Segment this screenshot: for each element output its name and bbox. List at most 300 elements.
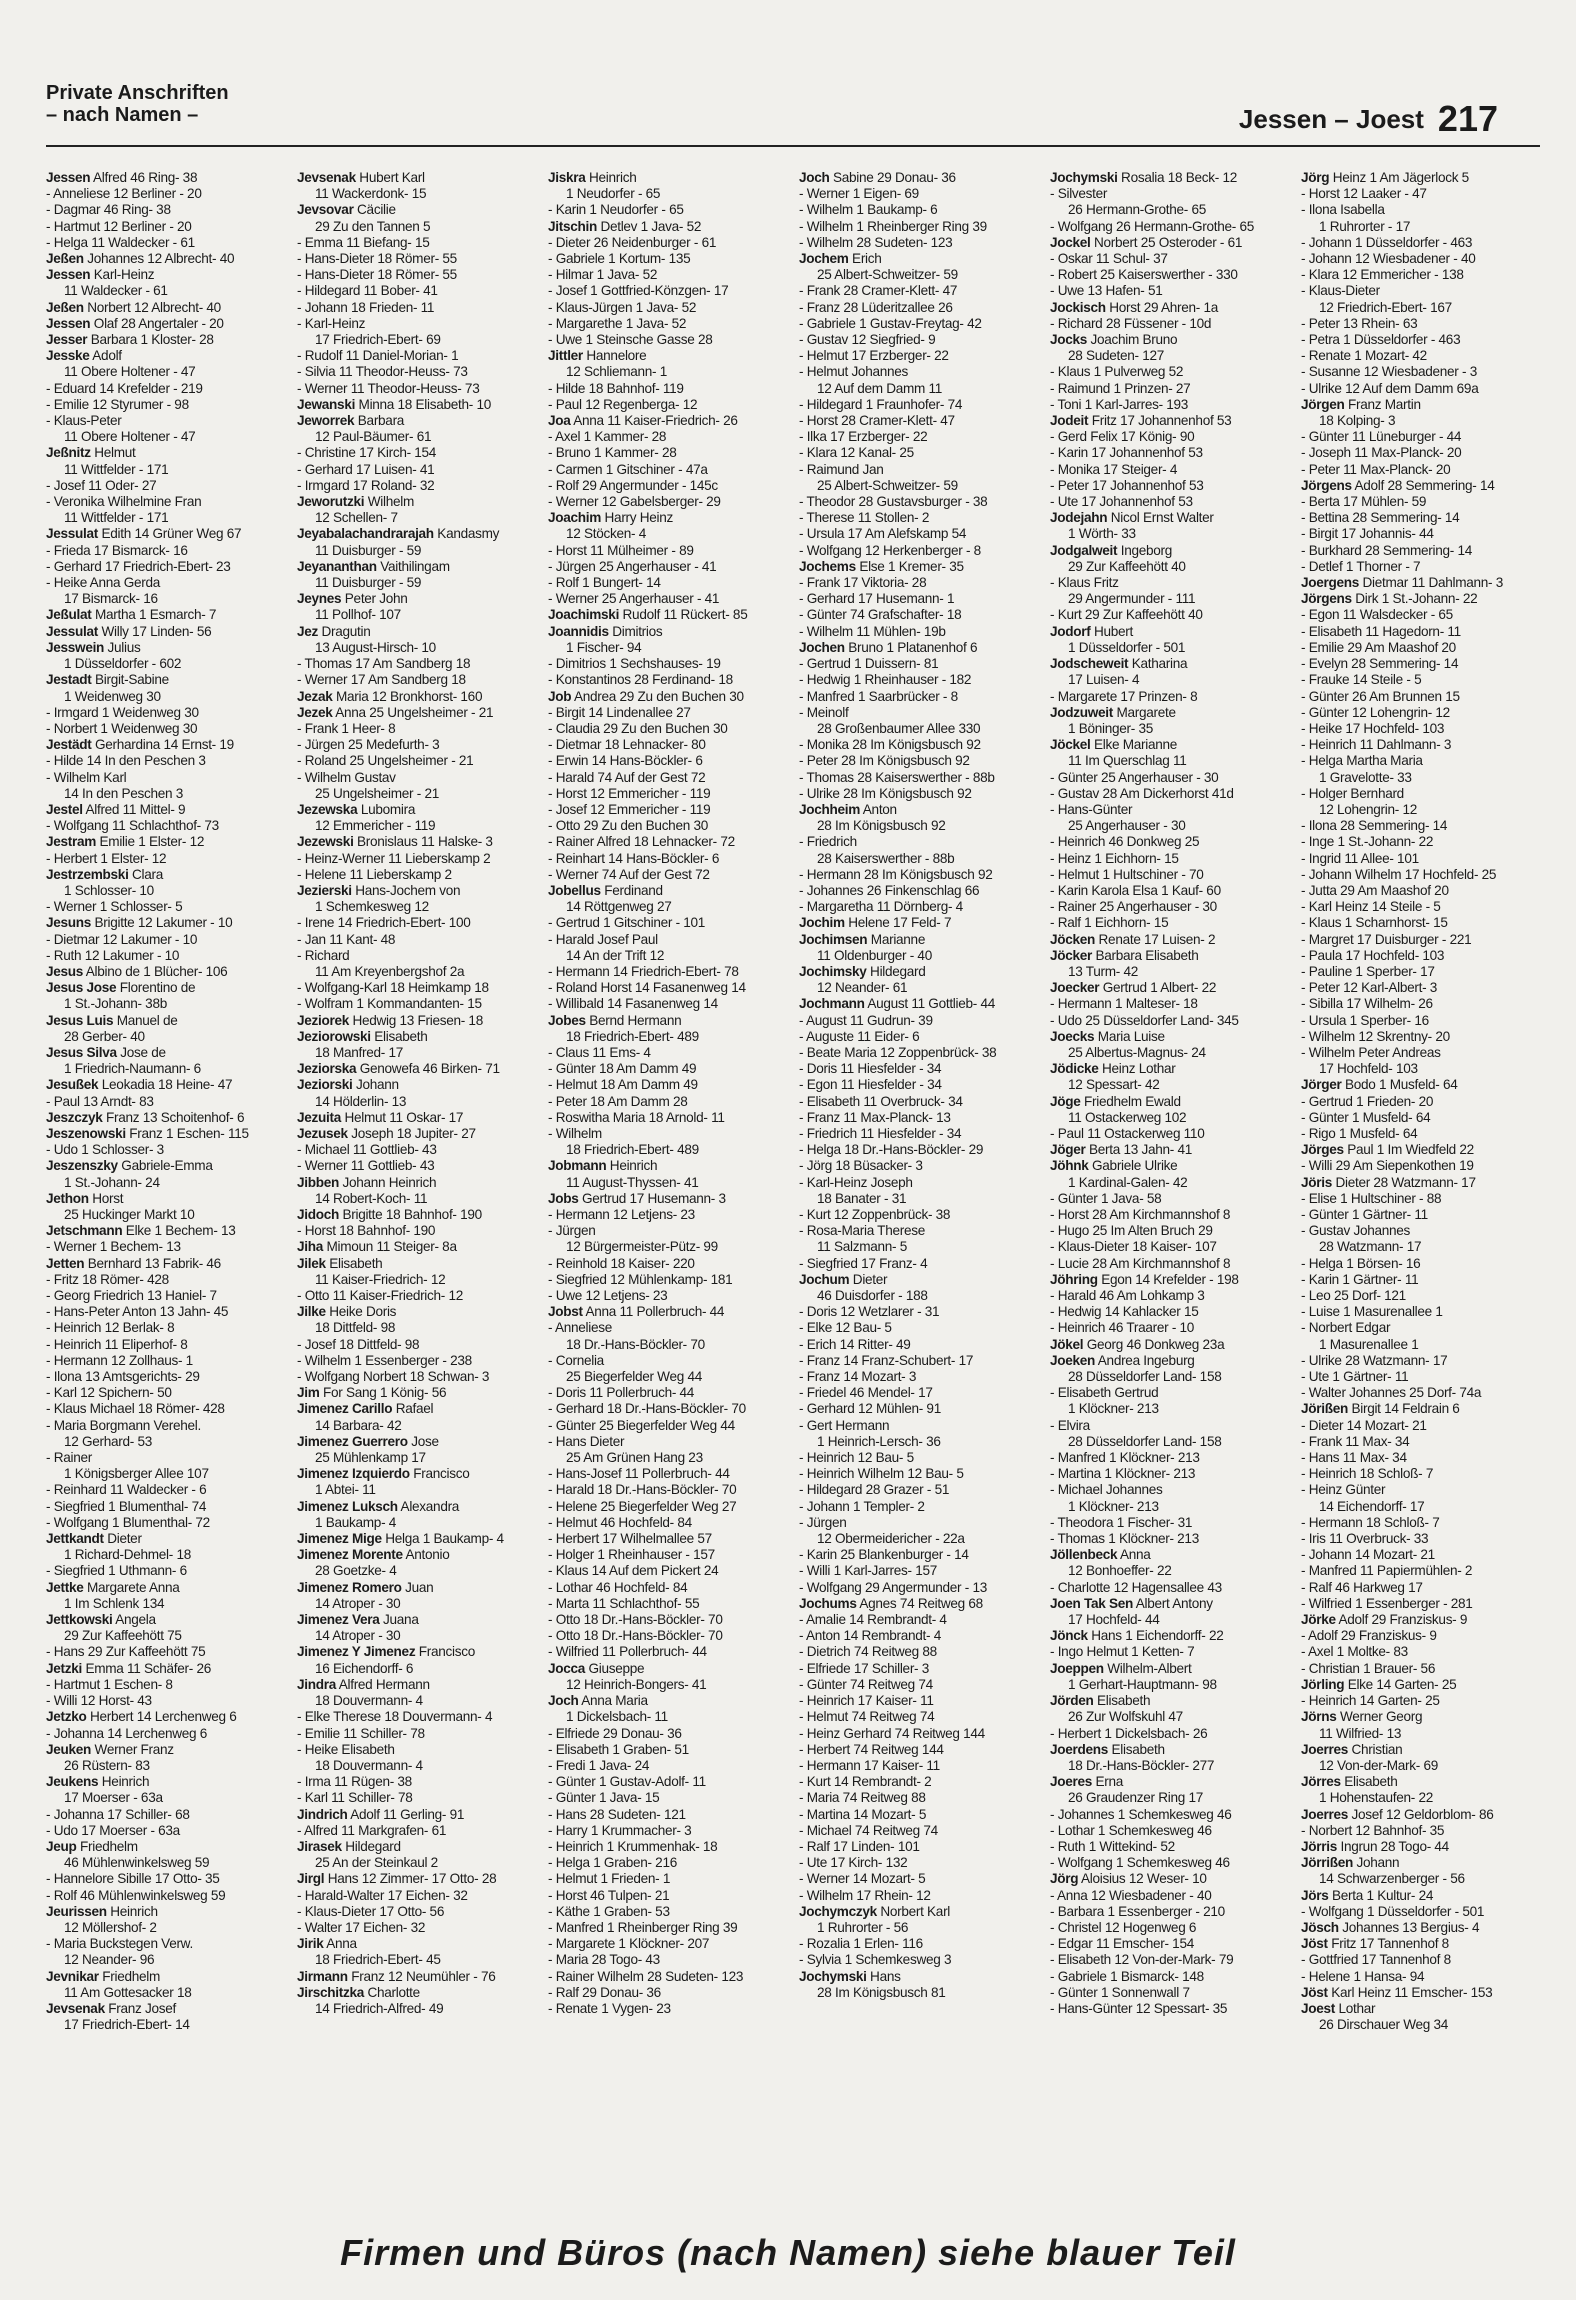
entry-address: 12 Schliemann- 1 <box>566 364 667 380</box>
entry-line: - Uwe 12 Letjens- 23 <box>548 1288 668 1304</box>
surname: Jörg <box>1050 1871 1079 1887</box>
entry-line: - Wilhelm 12 Skrentny- 20 <box>1301 1028 1450 1044</box>
entry-address: 12 Möllershof- 2 <box>64 1919 157 1935</box>
entry-line: - Hans-Peter Anton 13 Jahn- 45 <box>46 1304 229 1320</box>
entry-surname-line: Jeuken Werner Franz <box>46 1741 174 1757</box>
entry-line: - Günter 74 Reitweg 74 <box>799 1676 933 1692</box>
entry-surname-line: Jochimsen Marianne <box>799 931 926 947</box>
entry-surname-line: Jörißen Birgit 14 Feldrain 6 <box>1301 1401 1460 1417</box>
entry-surname-line: Jezak Maria 12 Bronkhorst- 160 <box>297 688 483 704</box>
surname: Jochymski <box>1050 170 1118 185</box>
entry-address: 17 Friedrich-Ebert- 69 <box>315 332 441 348</box>
entry-address: 26 Hermann-Grothe- 65 <box>1068 202 1207 218</box>
entry-line: - Norbert 12 Bahnhof- 35 <box>1301 1822 1445 1838</box>
entry-line: - Werner 11 Theodor-Heuss- 73 <box>297 380 480 396</box>
entry-address: 14 An der Trift 12 <box>566 947 665 963</box>
entry-surname-line: Jörgen Franz Martin <box>1301 396 1421 412</box>
entry-line: - Charlotte 12 Hagensallee 43 <box>1050 1579 1222 1595</box>
entry-address: 25 Albert-Schweitzer- 59 <box>817 477 958 493</box>
entry-line: - Heinrich 1 Krummenhak- 18 <box>548 1838 718 1854</box>
entry-line: - Jürgen 25 Medefurth- 3 <box>297 737 440 753</box>
surname: Jodscheweit <box>1050 656 1129 672</box>
surname: Jochimsky <box>799 963 867 979</box>
surname: Jobellus <box>548 882 601 898</box>
entry-surname-line: Jittler Hannelore <box>548 348 647 364</box>
entry-address: 18 Manfred- 17 <box>315 1044 403 1060</box>
entry-address: 26 Graudenzer Ring 17 <box>1068 1790 1204 1806</box>
surname: Jeszczyk <box>46 1109 103 1125</box>
entry-surname-line: Jörke Adolf 29 Franziskus- 9 <box>1301 1612 1468 1628</box>
entry-line: - Hannelore Sibille 17 Otto- 35 <box>46 1871 220 1887</box>
directory-columns <box>46 170 1546 2220</box>
entry-line: - Wolfgang 29 Angermunder - 13 <box>799 1579 987 1595</box>
entry-line: - Wolfgang Norbert 18 Schwan- 3 <box>297 1369 490 1385</box>
entry-surname-line: Jobellus Ferdinand <box>548 882 663 898</box>
surname: Jöllenbeck <box>1050 1547 1118 1563</box>
surname: Jettke <box>46 1579 84 1595</box>
surname: Jochymski <box>799 1968 867 1984</box>
entry-address: 18 Friedrich-Ebert- 489 <box>566 1142 699 1158</box>
surname: Jimenez Carillo <box>297 1401 393 1417</box>
entry-line: - Käthe 1 Graben- 53 <box>548 1903 670 1919</box>
entry-line: - Axel 1 Moltke- 83 <box>1301 1644 1408 1660</box>
surname: Jesus Silva <box>46 1044 117 1060</box>
entry-surname-line: Jetzki Emma 11 Schäfer- 26 <box>46 1660 211 1676</box>
entry-line: - Ursula 1 Sperber- 16 <box>1301 1012 1429 1028</box>
entry-line: - Klaus-Peter <box>46 413 122 429</box>
entry-line: - Klaus Michael 18 Römer- 428 <box>46 1401 225 1417</box>
entry-surname-line: Jobes Bernd Hermann <box>548 1012 682 1028</box>
surname: Jesus Luis <box>46 1012 114 1028</box>
entry-line: - Hildegard 11 Bober- 41 <box>297 283 438 299</box>
entry-line: - Richard 28 Füssener - 10d <box>1050 315 1212 331</box>
surname: Jobes <box>548 1012 586 1028</box>
surname: Jobst <box>548 1304 583 1320</box>
entry-line: - Doris 11 Hiesfelder - 34 <box>799 1061 942 1077</box>
directory-column-4 <box>799 170 1044 2220</box>
entry-line: - Dieter 14 Mozart- 21 <box>1301 1417 1427 1433</box>
surname: Jochheim <box>799 801 861 817</box>
entry-line: - Erich 14 Ritter- 49 <box>799 1336 911 1352</box>
surname: Jöhnk <box>1050 1158 1089 1174</box>
entry-line: - Rainer <box>46 1450 92 1466</box>
entry-address: 18 Friedrich-Ebert- 489 <box>566 1028 699 1044</box>
entry-line: - Anna 12 Wiesbadener - 40 <box>1050 1887 1212 1903</box>
entry-line: - Heinrich 14 Garten- 25 <box>1301 1693 1440 1709</box>
entry-line: - Ilona 28 Semmering- 14 <box>1301 818 1448 834</box>
entry-surname-line: Joachim Harry Heinz <box>548 510 673 526</box>
entry-line: - Peter 17 Johannenhof 53 <box>1050 477 1204 493</box>
entry-surname-line: Jobmann Heinrich <box>548 1158 658 1174</box>
entry-line: - Emma 11 Biefang- 15 <box>297 234 430 250</box>
entry-line: - Werner 12 Gabelsberger- 29 <box>548 494 721 510</box>
entry-line: - Elisabeth 1 Graben- 51 <box>548 1741 689 1757</box>
surname: Jockel <box>1050 234 1091 250</box>
entry-line: - Monika 17 Steiger- 4 <box>1050 461 1178 477</box>
surname: Jeziorski <box>297 1077 353 1093</box>
entry-address: 12 Emmericher - 119 <box>315 818 436 834</box>
entry-surname-line: Jörgens Adolf 28 Semmering- 14 <box>1301 477 1495 493</box>
entry-line: - Günter 11 Lüneburger - 44 <box>1301 429 1462 445</box>
entry-line: - Rainer 25 Angerhauser - 30 <box>1050 899 1217 915</box>
entry-line: - Wilhelm 28 Sudeten- 123 <box>799 234 953 250</box>
entry-line: - Siegfried 12 Mühlenkamp- 181 <box>548 1271 733 1287</box>
entry-line: - Gustav 12 Siegfried- 9 <box>799 332 936 348</box>
entry-address: 28 Düsseldorfer Land- 158 <box>1068 1369 1222 1385</box>
surname: Jochem <box>799 251 849 267</box>
entry-line: - Michael 74 Reitweg 74 <box>799 1822 938 1838</box>
entry-line: - Herbert 74 Reitweg 144 <box>799 1741 944 1757</box>
entry-address: 29 Angermunder - 111 <box>1068 591 1196 607</box>
entry-surname-line: Jilek Elisabeth <box>297 1255 383 1271</box>
entry-line: - Emilie 29 Am Maashof 20 <box>1301 639 1456 655</box>
surname: Jezierski <box>297 882 352 898</box>
entry-surname-line: Jeziorska Genowefa 46 Birken- 71 <box>297 1061 500 1077</box>
surname: Jitschin <box>548 218 597 234</box>
entry-address: 12 Lohengrin- 12 <box>1319 801 1417 817</box>
entry-line: - Josef 18 Dittfeld- 98 <box>297 1336 420 1352</box>
entry-line: - Hugo 25 Im Alten Bruch 29 <box>1050 1223 1213 1239</box>
entry-surname-line: Jochem Erich <box>799 251 882 267</box>
entry-surname-line: Jodscheweit Katharina <box>1050 656 1188 672</box>
entry-line: - Günter 1 Java- 15 <box>548 1790 660 1806</box>
entry-line: - Irma 11 Rügen- 38 <box>297 1774 412 1790</box>
entry-line: - Axel 1 Kammer- 28 <box>548 429 667 445</box>
entry-line: - Iris 11 Overbruck- 33 <box>1301 1531 1429 1547</box>
entry-line: - Werner 1 Schlosser- 5 <box>46 899 183 915</box>
entry-line: - Siegfried 1 Uthmann- 6 <box>46 1563 187 1579</box>
entry-line: - Gerhard 17 Husemann- 1 <box>799 591 955 607</box>
entry-address: 1 Abtei- 11 <box>315 1482 376 1498</box>
entry-address: 25 Albertus-Magnus- 24 <box>1068 1044 1206 1060</box>
entry-line: - Kurt 29 Zur Kaffeehött 40 <box>1050 607 1203 623</box>
surname: Jocca <box>548 1660 586 1676</box>
surname: Jochim <box>799 915 845 931</box>
entry-surname-line: Jessen Alfred 46 Ring- 38 <box>46 170 198 185</box>
entry-line: - Helene 11 Lieberskamp 2 <box>297 866 452 882</box>
page-header-right <box>1239 98 1498 140</box>
entry-surname-line: Jochymczyk Norbert Karl <box>799 1903 951 1919</box>
entry-line: - Rosa-Maria Therese <box>799 1223 925 1239</box>
entry-line: - Ilona 13 Amtsgerichts- 29 <box>46 1369 200 1385</box>
entry-line: - Berta 17 Mühlen- 59 <box>1301 494 1427 510</box>
surname: Jöcker <box>1050 947 1093 963</box>
entry-line: - Harald 18 Dr.-Hans-Böckler- 70 <box>548 1482 737 1498</box>
entry-line: - Peter 18 Am Damm 28 <box>548 1093 688 1109</box>
entry-surname-line: Jochems Else 1 Kremer- 35 <box>799 558 964 574</box>
entry-line: - Udo 17 Moerser - 63a <box>46 1822 180 1838</box>
entry-line: - Werner 25 Angerhauser - 41 <box>548 591 720 607</box>
surname: Jeukens <box>46 1774 99 1790</box>
entry-address: 25 Angerhauser - 30 <box>1068 818 1186 834</box>
entry-line: - Franz 28 Lüderitzallee 26 <box>799 299 953 315</box>
surname: Jöhring <box>1050 1271 1098 1287</box>
entry-line: - Karl-Heinz <box>297 315 366 331</box>
entry-line: - Maria Buckstegen Verw. <box>46 1936 193 1952</box>
entry-line: - Christian 1 Brauer- 56 <box>1301 1660 1436 1676</box>
entry-address: 1 Klöckner- 213 <box>1068 1498 1159 1514</box>
surname: Jesske <box>46 348 90 364</box>
entry-line: - Wilhelm Peter Andreas <box>1301 1044 1441 1060</box>
entry-line: - Hermann 17 Kaiser- 11 <box>799 1757 940 1773</box>
entry-line: - Karin 1 Neudorfer - 65 <box>548 202 684 218</box>
entry-line: - Dietmar 12 Lakumer - 10 <box>46 931 198 947</box>
surname: Jettkowski <box>46 1612 113 1628</box>
entry-line: - Frank 11 Max- 34 <box>1301 1433 1410 1449</box>
entry-line: - Wilhelm Gustav <box>297 769 396 785</box>
entry-line: - Franz 11 Max-Planck- 13 <box>799 1109 951 1125</box>
surname: Jodejahn <box>1050 510 1108 526</box>
entry-line: - Johanna 14 Lerchenweg 6 <box>46 1725 208 1741</box>
entry-line: - Dietmar 18 Lehnacker- 80 <box>548 737 706 753</box>
entry-line: - Harald Josef Paul <box>548 931 658 947</box>
directory-column-5 <box>1050 170 1295 2220</box>
entry-line: - Ralf 29 Donau- 36 <box>548 1984 661 2000</box>
entry-line: - Dieter 26 Neidenburger - 61 <box>548 234 717 250</box>
entry-line: - Beate Maria 12 Zoppenbrück- 38 <box>799 1044 997 1060</box>
entry-surname-line: Jöst Karl Heinz 11 Emscher- 153 <box>1301 1984 1493 2000</box>
entry-line: - Susanne 12 Wiesbadener - 3 <box>1301 364 1477 380</box>
entry-line: - Anton 14 Rembrandt- 4 <box>799 1628 941 1644</box>
entry-line: - Hilmar 1 Java- 52 <box>548 267 658 283</box>
entry-line: - Karin 25 Blankenburger - 14 <box>799 1547 969 1563</box>
surname: Jimenez Morente <box>297 1547 403 1563</box>
entry-line: - Hedwig 14 Kahlacker 15 <box>1050 1304 1199 1320</box>
entry-surname-line: Jestädt Gerhardina 14 Ernst- 19 <box>46 737 234 753</box>
surname: Jeßulat <box>46 607 92 623</box>
entry-surname-line: Jesske Adolf <box>46 348 122 364</box>
entry-line: - Christine 17 Kirch- 154 <box>297 445 437 461</box>
entry-line: - Detlef 1 Thorner - 7 <box>1301 558 1421 574</box>
entry-surname-line: Jindrich Adolf 11 Gerling- 91 <box>297 1806 465 1822</box>
surname: Jiha <box>297 1239 324 1255</box>
entry-surname-line: Jodgalweit Ingeborg <box>1050 542 1172 558</box>
entry-surname-line: Jeziorski Johann <box>297 1077 399 1093</box>
entry-line: - Johann 1 Düsseldorfer - 463 <box>1301 234 1473 250</box>
surname: Jeszenszky <box>46 1158 118 1174</box>
entry-address: 28 Goetzke- 4 <box>315 1563 397 1579</box>
surname: Jeworrek <box>297 413 355 429</box>
entry-surname-line: Jeszczyk Franz 13 Schoitenhof- 6 <box>46 1109 245 1125</box>
surname: Jeyabalachandrarajah <box>297 526 434 542</box>
entry-line: - Silvester <box>1050 186 1108 202</box>
entry-address: 14 Friedrich-Alfred- 49 <box>315 2000 444 2016</box>
entry-line: - Gertrud 1 Duissern- 81 <box>799 656 939 672</box>
entry-line: - Jürgen <box>799 1514 847 1530</box>
entry-surname-line: Jirmann Franz 12 Neumühler - 76 <box>297 1968 496 1984</box>
entry-line: - Lucie 28 Am Kirchmannshof 8 <box>1050 1255 1231 1271</box>
entry-line: - Willi 1 Karl-Jarres- 157 <box>799 1563 937 1579</box>
surname: Jilek <box>297 1255 326 1271</box>
entry-surname-line: Jimenez Morente Antonio <box>297 1547 450 1563</box>
entry-line: - Walter 17 Eichen- 32 <box>297 1919 426 1935</box>
entry-line: - Therese 11 Stollen- 2 <box>799 510 930 526</box>
entry-address: 1 Dickelsbach- 11 <box>566 1709 668 1725</box>
surname: Jochmann <box>799 996 865 1012</box>
entry-line: - Elke Therese 18 Douvermann- 4 <box>297 1709 493 1725</box>
entry-line: - Harald 74 Auf der Gest 72 <box>548 769 706 785</box>
entry-line: - Elvira <box>1050 1417 1090 1433</box>
surname: Jeurissen <box>46 1903 107 1919</box>
surname: Jesser <box>46 332 88 348</box>
entry-surname-line: Joen Tak Sen Albert Antony <box>1050 1595 1213 1611</box>
entry-address: 12 Schellen- 7 <box>315 510 398 526</box>
entry-line: - Hans-Günter <box>1050 801 1133 817</box>
entry-address: 11 Salzmann- 5 <box>817 1239 908 1255</box>
entry-line: - Wilhelm <box>548 1125 602 1141</box>
entry-line: - Helene 1 Hansa- 94 <box>1301 1968 1425 1984</box>
surname: Jimenez Guerrero <box>297 1433 408 1449</box>
entry-address: 12 Neander- 61 <box>817 980 908 996</box>
entry-line: - Willi 29 Am Siepenkothen 19 <box>1301 1158 1474 1174</box>
entry-line: - Manfred 1 Klöckner- 213 <box>1050 1450 1200 1466</box>
entry-address: 11 Am Gottesacker 18 <box>64 1984 192 2000</box>
entry-surname-line: Jevsenak Franz Josef <box>46 2000 177 2016</box>
entry-surname-line: Jiha Mimoun 11 Steiger- 8a <box>297 1239 457 1255</box>
surname: Jessulat <box>46 623 99 639</box>
surname: Jesuns <box>46 915 92 931</box>
entry-line: - Werner 11 Gottlieb- 43 <box>297 1158 435 1174</box>
entry-line: - Thomas 17 Am Sandberg 18 <box>297 656 471 672</box>
entry-surname-line: Jimenez Guerrero Jose <box>297 1433 439 1449</box>
entry-line: - Hans 11 Max- 34 <box>1301 1450 1407 1466</box>
entry-surname-line: Jöris Dieter 28 Watzmann- 17 <box>1301 1174 1476 1190</box>
entry-surname-line: Jörns Werner Georg <box>1301 1709 1423 1725</box>
entry-address: 25 Huckinger Markt 10 <box>64 1207 195 1222</box>
surname: Jodzuweit <box>1050 704 1114 720</box>
entry-line: - Gerhard 17 Luisen- 41 <box>297 461 435 477</box>
entry-surname-line: Jidoch Brigitte 18 Bahnhof- 190 <box>297 1207 482 1222</box>
surname: Jörrißen <box>1301 1855 1353 1871</box>
entry-surname-line: Jörges Paul 1 Im Wiedfeld 22 <box>1301 1142 1474 1158</box>
entry-address: 18 Banater - 31 <box>817 1190 907 1206</box>
entry-line: - Werner 1 Bechem- 13 <box>46 1239 181 1255</box>
entry-address: 17 Hochfeld- 103 <box>1319 1061 1418 1077</box>
surname: Joerres <box>1301 1741 1349 1757</box>
entry-surname-line: Jindra Alfred Hermann <box>297 1676 430 1692</box>
entry-line: - Maria 74 Reitweg 88 <box>799 1790 926 1806</box>
entry-address: 18 Friedrich-Ebert- 45 <box>315 1952 441 1968</box>
entry-surname-line: Jörris Ingrun 28 Togo- 44 <box>1301 1838 1449 1854</box>
entry-address: 26 Zur Wolfskuhl 47 <box>1068 1709 1183 1725</box>
entry-address: 12 Neander- 96 <box>64 1952 155 1968</box>
surname: Jevsenak <box>297 170 356 185</box>
surname: Jimenez Romero <box>297 1579 402 1595</box>
entry-address: 18 Dr.-Hans-Böckler- 70 <box>566 1336 705 1352</box>
entry-line: - Karin 1 Gärtner- 11 <box>1301 1271 1419 1287</box>
surname: Jöge <box>1050 1093 1081 1109</box>
entry-line: - Hans-Dieter 18 Römer- 55 <box>297 251 457 267</box>
entry-line: - Günter 1 Sonnenwall 7 <box>1050 1984 1190 2000</box>
entry-line: - Horst 28 Cramer-Klett- 47 <box>799 413 955 429</box>
entry-surname-line: Jirgl Hans 12 Zimmer- 17 Otto- 28 <box>297 1871 497 1887</box>
entry-surname-line: Joerdens Elisabeth <box>1050 1741 1165 1757</box>
entry-line: - Ralf 1 Eichhorn- 15 <box>1050 915 1169 931</box>
entry-address: 1 Klöckner- 213 <box>1068 1401 1159 1417</box>
entry-line: - Raimund Jan <box>799 461 884 477</box>
entry-surname-line: Jöckel Elke Marianne <box>1050 737 1178 753</box>
entry-line: - Otto 18 Dr.-Hans-Böckler- 70 <box>548 1628 723 1644</box>
entry-line: - Reinhold 18 Kaiser- 220 <box>548 1255 695 1271</box>
entry-line: - Thomas 1 Klöckner- 213 <box>1050 1531 1199 1547</box>
surname: Jökel <box>1050 1336 1084 1352</box>
entry-line: - Hans 29 Zur Kaffeehött 75 <box>46 1644 206 1660</box>
entry-line: - Günter 74 Grafschafter- 18 <box>799 607 962 623</box>
entry-line: - Wilhelm 11 Mühlen- 19b <box>799 623 946 639</box>
surname: Joerres <box>1301 1806 1349 1822</box>
entry-line: - Johann 12 Wiesbadener - 40 <box>1301 251 1476 267</box>
entry-line: - Karl Heinz 14 Steile - 5 <box>1301 899 1441 915</box>
entry-surname-line: Jeziorek Hedwig 13 Friesen- 18 <box>297 1012 483 1028</box>
entry-address: 14 Atroper - 30 <box>315 1628 401 1644</box>
entry-line: - Claudia 29 Zu den Buchen 30 <box>548 720 728 736</box>
entry-surname-line: Jöllenbeck Anna <box>1050 1547 1151 1563</box>
entry-surname-line: Jilke Heike Doris <box>297 1304 397 1320</box>
entry-line: - Wolfgang 11 Schlachthof- 73 <box>46 818 219 834</box>
entry-address: 12 Bürgermeister-Pütz- 99 <box>566 1239 718 1255</box>
surname: Jevsovar <box>297 202 354 218</box>
entry-line: - Burkhard 28 Semmering- 14 <box>1301 542 1472 558</box>
entry-address: 1 Weidenweg 30 <box>64 688 161 704</box>
surname: Jeziorowski <box>297 1028 371 1044</box>
entry-line: - Gerhard 17 Friedrich-Ebert- 23 <box>46 558 231 574</box>
entry-address: 17 Friedrich-Ebert- 14 <box>64 2017 190 2033</box>
entry-address: 14 Barbara- 42 <box>315 1417 402 1433</box>
entry-surname-line: Jeynes Peter John <box>297 591 408 607</box>
entry-address: 1 Wörth- 33 <box>1068 526 1136 542</box>
entry-line: - Hans Dieter <box>548 1433 625 1449</box>
entry-line: - Elisabeth 12 Von-der-Mark- 79 <box>1050 1952 1234 1968</box>
entry-surname-line: Jobst Anna 11 Pollerbruch- 44 <box>548 1304 725 1320</box>
entry-address: 1 Düsseldorfer - 602 <box>64 656 182 672</box>
entry-surname-line: Jirasek Hildegard <box>297 1838 401 1854</box>
entry-line: - Paul 11 Ostackerweg 110 <box>1050 1125 1205 1141</box>
entry-line: - Helmut 17 Erzberger- 22 <box>799 348 949 364</box>
entry-surname-line: Jitschin Detlev 1 Java- 52 <box>548 218 702 234</box>
surname: Joest <box>1301 2000 1336 2016</box>
surname: Jim <box>297 1385 320 1401</box>
entry-surname-line: Jörs Berta 1 Kultur- 24 <box>1301 1887 1434 1903</box>
entry-line: - Eduard 14 Krefelder - 219 <box>46 380 203 396</box>
surname: Jörgens <box>1301 591 1352 607</box>
entry-line: - Hilde 18 Bahnhof- 119 <box>548 380 684 396</box>
surname: Jochimsen <box>799 931 868 947</box>
entry-line: - Ulrike 28 Im Königsbusch 92 <box>799 785 972 801</box>
entry-address: 11 Wittfelder - 171 <box>64 461 169 477</box>
entry-address: 29 Zur Kaffeehött 75 <box>64 1628 182 1644</box>
entry-line: - Ralf 17 Linden- 101 <box>799 1838 920 1854</box>
entry-surname-line: Jodeit Fritz 17 Johannenhof 53 <box>1050 413 1232 429</box>
entry-line: - Birgit 17 Johannis- 44 <box>1301 526 1434 542</box>
surname: Jörres <box>1301 1774 1341 1790</box>
surname: Joecker <box>1050 980 1100 996</box>
entry-surname-line: Jodzuweit Margarete <box>1050 704 1176 720</box>
entry-line: - Evelyn 28 Semmering- 14 <box>1301 656 1459 672</box>
entry-surname-line: Joeres Erna <box>1050 1774 1124 1790</box>
entry-line: - Luise 1 Masurenallee 1 <box>1301 1304 1443 1320</box>
entry-line: - Doris 12 Wetzlarer - 31 <box>799 1304 940 1320</box>
surname: Jesußek <box>46 1077 99 1093</box>
entry-line: - Roswitha Maria 18 Arnold- 11 <box>548 1109 725 1125</box>
entry-line: - Werner 74 Auf der Gest 72 <box>548 866 710 882</box>
entry-line: - Roland Horst 14 Fasanenweg 14 <box>548 980 746 996</box>
entry-line: - Helmut 18 Am Damm 49 <box>548 1077 698 1093</box>
entry-surname-line: Jesus Albino de 1 Blücher- 106 <box>46 963 228 979</box>
entry-line: - Wilhelm Karl <box>46 769 127 785</box>
entry-line: - Herbert 1 Elster- 12 <box>46 850 167 866</box>
entry-address: 17 Hochfeld- 44 <box>1068 1612 1160 1628</box>
entry-surname-line: Joa Anna 11 Kaiser-Friedrich- 26 <box>548 413 738 429</box>
